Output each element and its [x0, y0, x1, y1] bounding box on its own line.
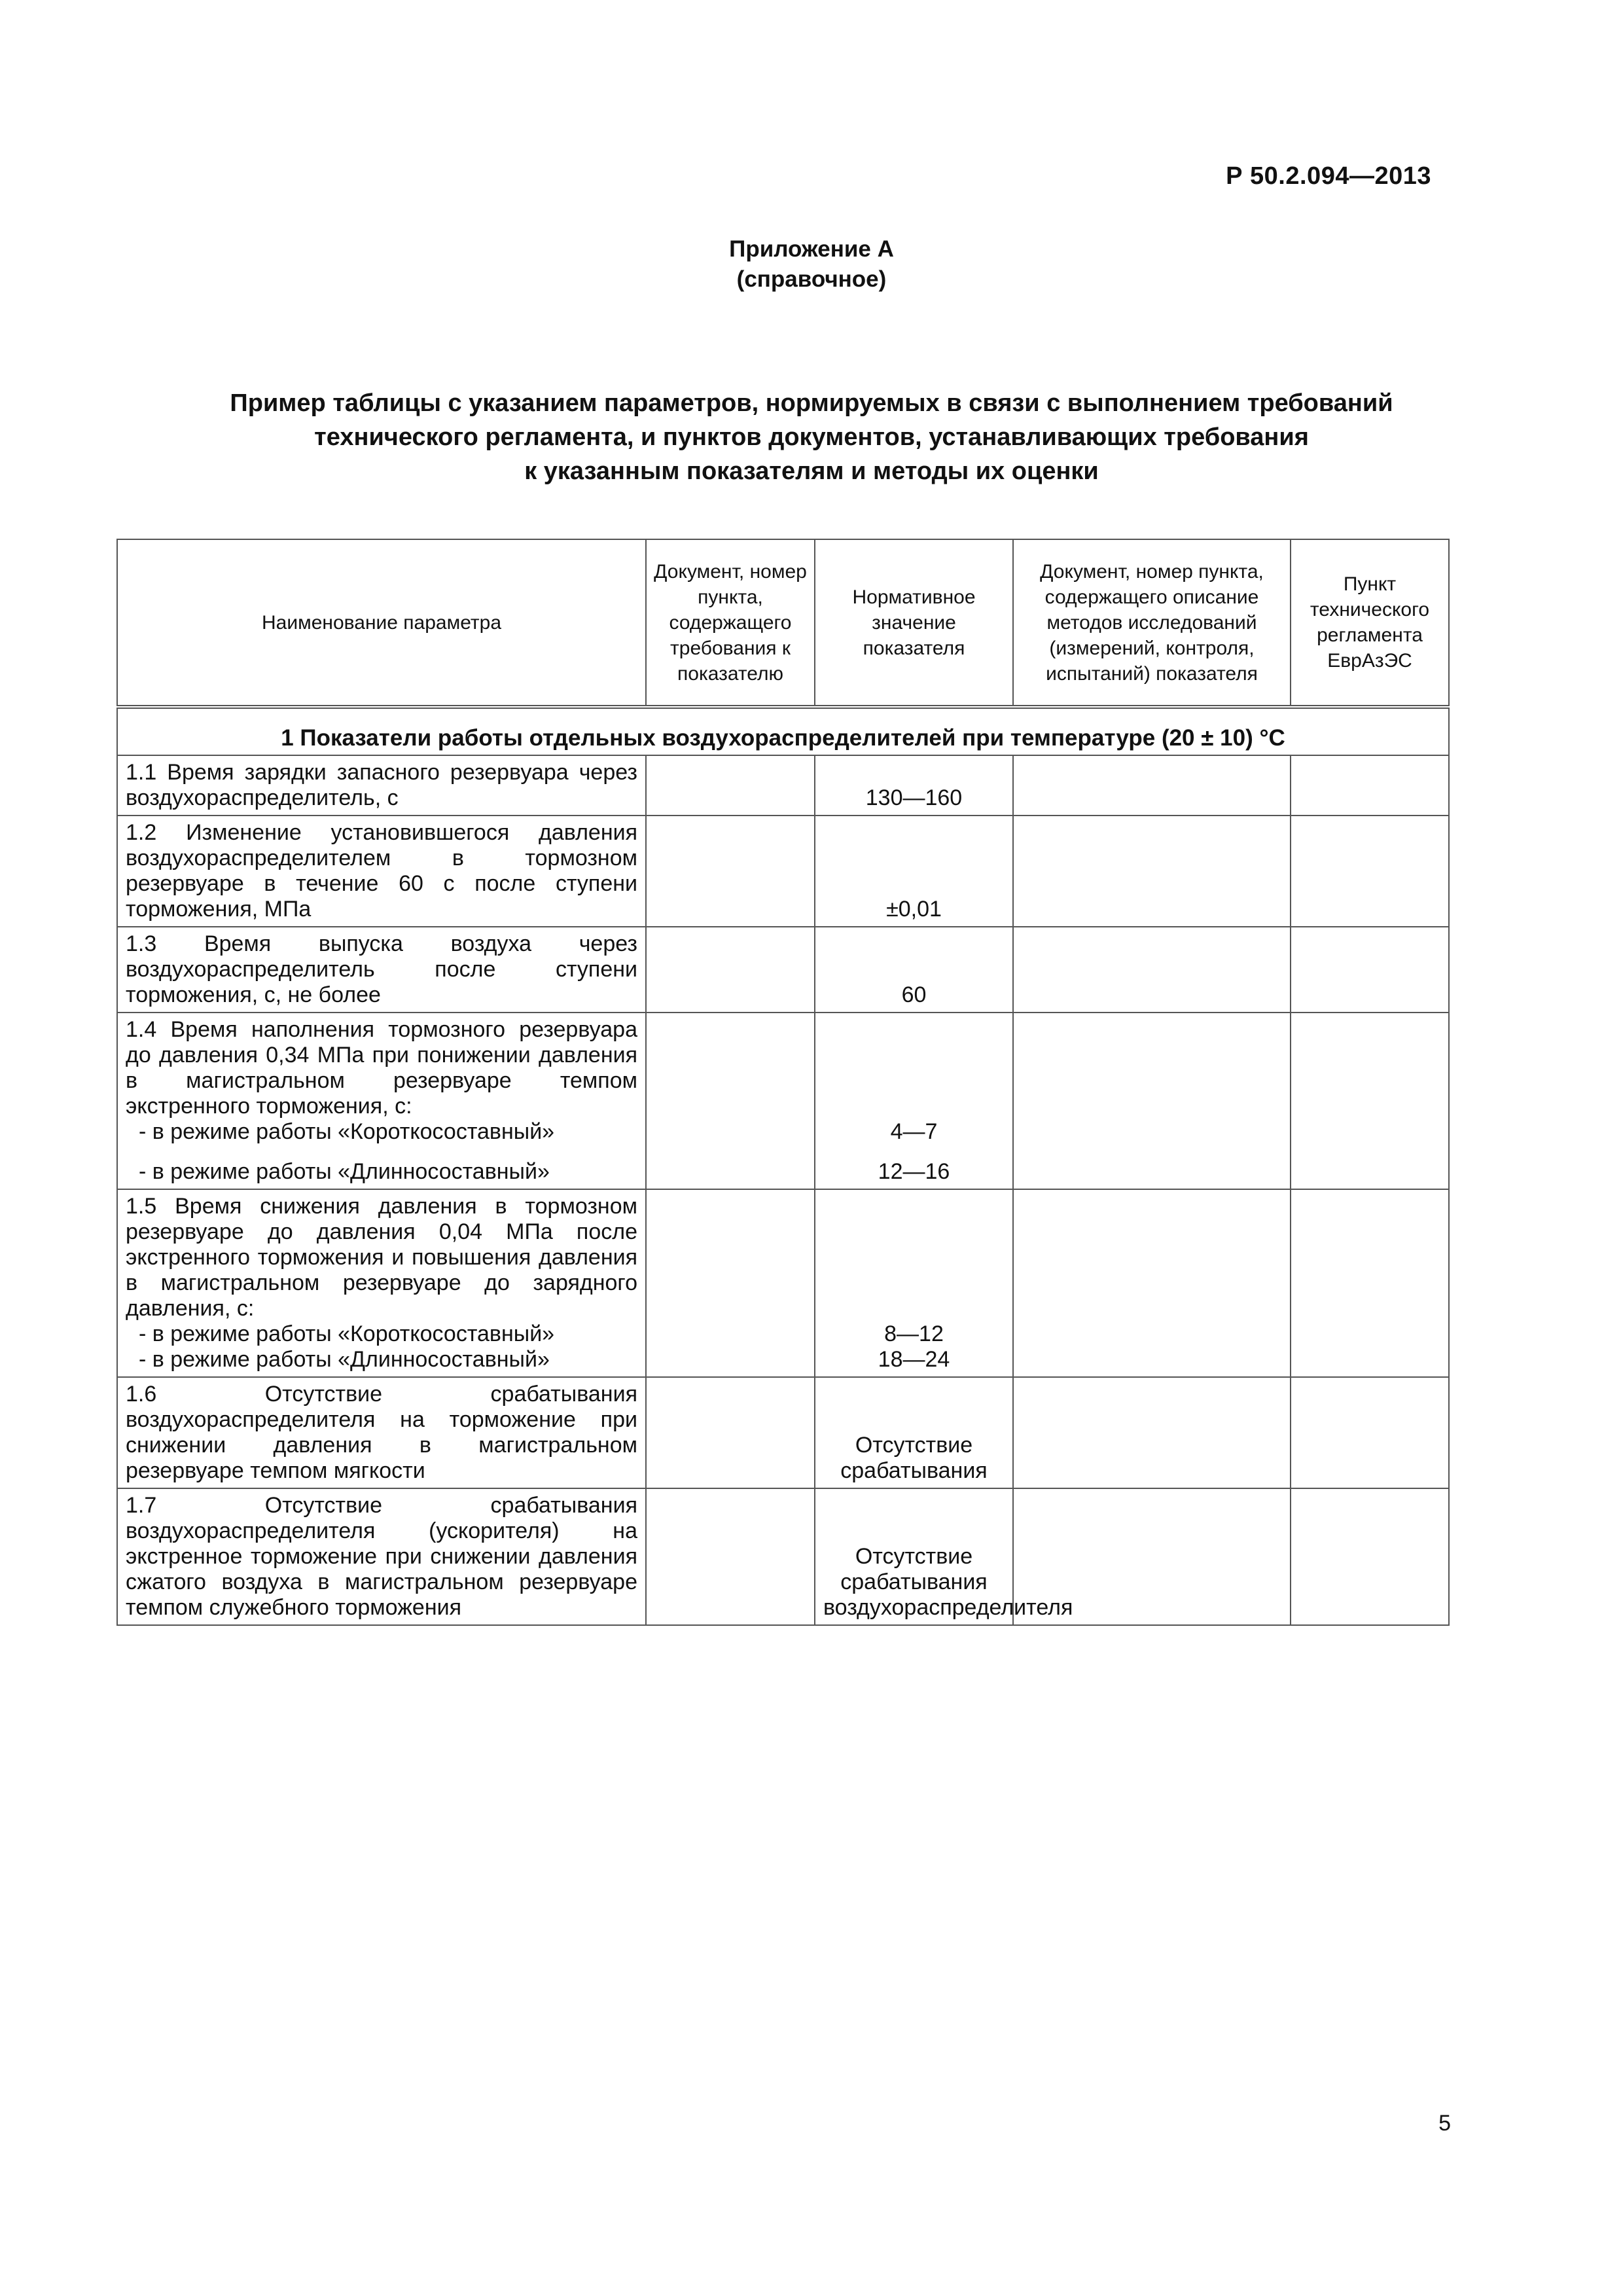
- section-row: [117, 707, 1449, 755]
- requirement-document-cell: [646, 816, 815, 927]
- parameter-name-cell: [117, 1013, 646, 1189]
- regulation-clause-cell: [1291, 1488, 1449, 1625]
- regulation-clause-cell: [1291, 1189, 1449, 1377]
- normative-value: Отсутствие срабатывания: [815, 1377, 1013, 1488]
- appendix-title: Приложение А: [729, 236, 894, 262]
- main-title: [98, 386, 1525, 488]
- regulation-clause-cell: [1291, 1013, 1449, 1189]
- regulation-clause-cell: [1291, 816, 1449, 927]
- document-code: Р 50.2.094—2013: [1226, 162, 1431, 190]
- regulation-clause-cell: [1291, 1377, 1449, 1488]
- regulation-clause-cell: [1291, 927, 1449, 1013]
- normative-value-long: 12—16: [878, 1159, 950, 1184]
- requirement-document-cell: [646, 1189, 815, 1377]
- mode-long-label: - в режиме работы «Длинносоставный»: [139, 1347, 550, 1372]
- column-header-regulation-clause: Пункт технического регламента ЕврАзЭС: [1291, 539, 1449, 707]
- normative-value-long: 18—24: [878, 1347, 950, 1372]
- table-row: [117, 927, 1449, 1013]
- parameter-name: 1.5 Время снижения давления в тормозном резервуаре до давления 0,04 МПа после экстренного торможения и повышения давления в магистральном резервуаре до зарядного давления, с:: [126, 1194, 637, 1321]
- table-row: [117, 816, 1449, 927]
- table-row: [117, 1189, 1449, 1377]
- table-row: [117, 1013, 1449, 1189]
- method-document-cell: [1013, 1189, 1291, 1377]
- requirement-document-cell: [646, 1488, 815, 1625]
- parameter-name: 1.4 Время наполнения тормозного резервуара до давления 0,34 МПа при понижении давления в магистральном резервуаре темпом экстренного торможения, с:: [126, 1017, 637, 1119]
- regulation-clause-cell: [1291, 755, 1449, 816]
- column-header-method-document: Документ, номер пункта, содержащего описание методов исследований (измерений, контроля, испытаний) показателя: [1013, 539, 1291, 707]
- normative-value-short: 4—7: [890, 1119, 938, 1144]
- main-title-line: технического регламента, и пунктов документов, устанавливающих требования: [314, 423, 1309, 451]
- normative-value: 130—160: [815, 755, 1013, 816]
- method-document-cell: [1013, 1377, 1291, 1488]
- table-row: [117, 1377, 1449, 1488]
- appendix-heading: [0, 234, 1623, 295]
- table-row: [117, 1488, 1449, 1625]
- method-document-cell: [1013, 927, 1291, 1013]
- method-document-cell: [1013, 816, 1291, 927]
- parameter-name: 1.7 Отсутствие срабатывания воздухораспределителя (ускорителя) на экстренное торможение при снижении давления сжатого воздуха в магистральном резервуаре темпом служебного торможения: [117, 1488, 646, 1625]
- column-header-normative-value: Нормативное значение показателя: [815, 539, 1013, 707]
- normative-value-cell: [815, 1013, 1013, 1189]
- table-header-row: [117, 539, 1449, 707]
- main-title-line: Пример таблицы с указанием параметров, нормируемых в связи с выполнением требований: [230, 389, 1393, 417]
- mode-short-label: - в режиме работы «Короткосоставный»: [139, 1321, 555, 1346]
- parameters-table: [116, 539, 1450, 1626]
- mode-long-label: - в режиме работы «Длинносоставный»: [139, 1159, 550, 1184]
- column-header-requirement-document: Документ, номер пункта, содержащего требования к показателю: [646, 539, 815, 707]
- page-number: 5: [1438, 2111, 1451, 2136]
- parameter-name: 1.1 Время зарядки запасного резервуара через воздухораспределитель, с: [117, 755, 646, 816]
- normative-value: Отсутствие срабатывания воздухораспределителя: [815, 1488, 1013, 1625]
- requirement-document-cell: [646, 927, 815, 1013]
- normative-value: ±0,01: [815, 816, 1013, 927]
- table-row: [117, 755, 1449, 816]
- main-title-line: к указанным показателям и методы их оценки: [524, 457, 1099, 485]
- requirement-document-cell: [646, 1013, 815, 1189]
- parameter-name-cell: [117, 1189, 646, 1377]
- method-document-cell: [1013, 755, 1291, 816]
- section-heading: 1 Показатели работы отдельных воздухораспределителей при температуре (20 ± 10) °С: [117, 707, 1449, 755]
- appendix-kind: (справочное): [736, 266, 887, 292]
- parameter-name: 1.6 Отсутствие срабатывания воздухораспределителя на торможение при снижении давления в магистральном резервуаре темпом мягкости: [117, 1377, 646, 1488]
- normative-value-cell: [815, 1189, 1013, 1377]
- requirement-document-cell: [646, 1377, 815, 1488]
- normative-value: 60: [815, 927, 1013, 1013]
- parameter-name: 1.2 Изменение установившегося давления воздухораспределителем в тормозном резервуаре в течение 60 с после ступени торможения, МПа: [117, 816, 646, 927]
- column-header-parameter-name: Наименование параметра: [117, 539, 646, 707]
- mode-short-label: - в режиме работы «Короткосоставный»: [139, 1119, 555, 1144]
- method-document-cell: [1013, 1013, 1291, 1189]
- requirement-document-cell: [646, 755, 815, 816]
- parameter-name: 1.3 Время выпуска воздуха через воздухораспределитель после ступени торможения, с, не более: [117, 927, 646, 1013]
- normative-value-short: 8—12: [884, 1321, 944, 1346]
